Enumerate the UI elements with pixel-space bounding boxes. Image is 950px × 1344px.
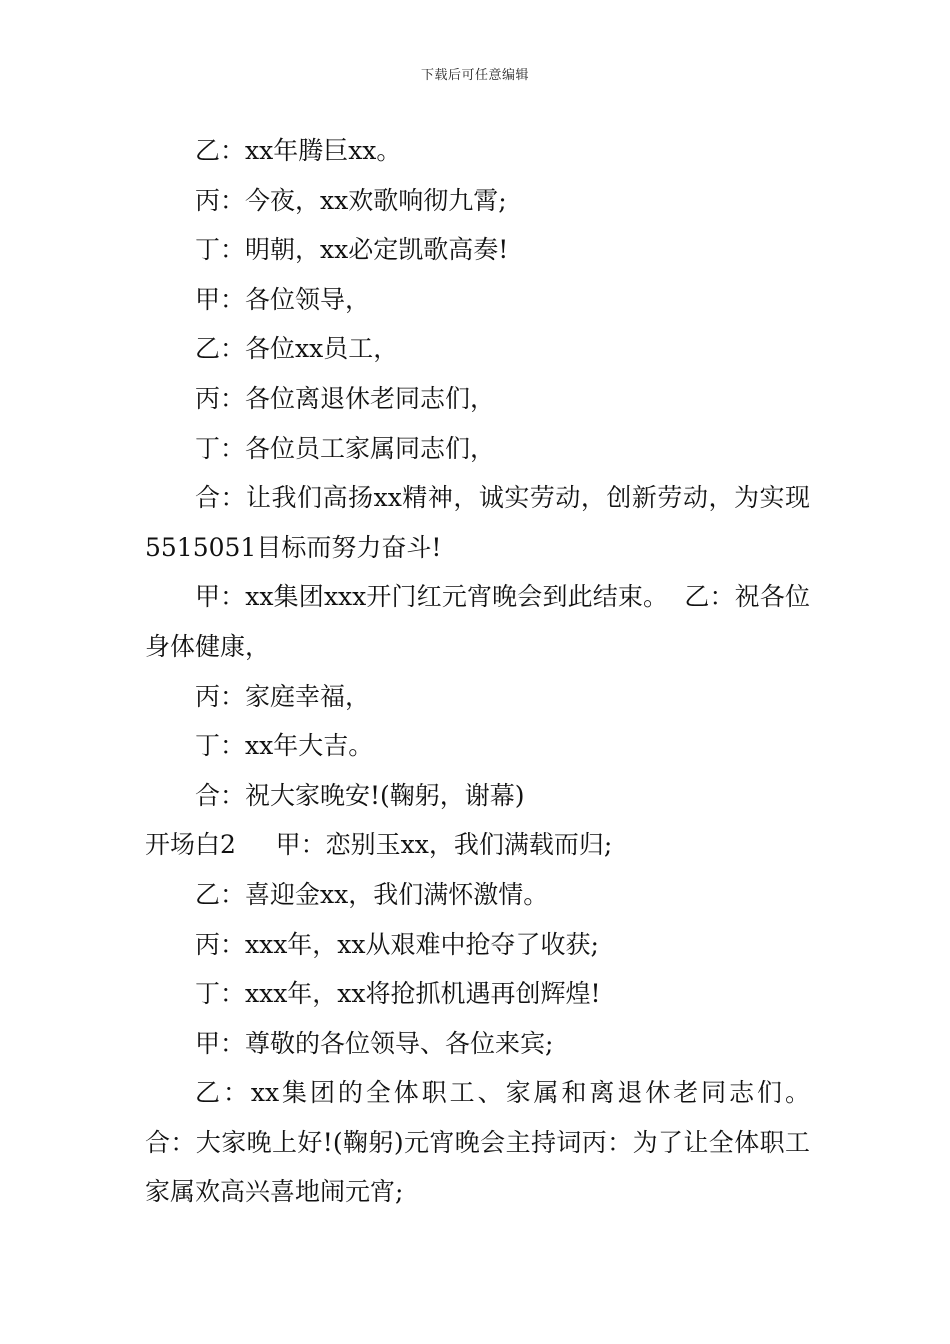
paragraph: 合：让我们高扬xx精神，诚实劳动，创新劳动，为实现5515051目标而努力奋斗! (145, 483, 810, 562)
paragraph: 丁：xx年大吉。 (195, 731, 374, 761)
paragraph: 乙：xx集团的全体职工、家属和离退休老同志们。 合：大家晚上好!(鞠躬)元宵晚会主持词丙：为了让全体职工家属欢高兴喜地闹元宵; (145, 1078, 826, 1207)
paragraph: 合：祝大家晚安!(鞠躬，谢幕) (195, 780, 525, 810)
page-header: 下载后可任意编辑 (420, 68, 529, 83)
paragraph: 甲：各位领导， (195, 284, 371, 314)
paragraph: 丙：家庭幸福， (195, 681, 371, 711)
paragraph: 丁：xxx年，xx将抢抓机遇再创辉煌! (195, 979, 601, 1009)
paragraph: 丁：明朝，xx必定凯歌高奏! (195, 235, 509, 265)
paragraph: 甲：尊敬的各位领导、各位来宾; (195, 1028, 554, 1058)
document-body (145, 126, 826, 1217)
paragraph: 丁：各位员工家属同志们， (195, 433, 496, 463)
paragraph: 乙：各位xx员工， (195, 334, 399, 364)
paragraph: 甲：xx集团xxx开门红元宵晚会到此结束。 乙：祝各位身体健康， (145, 582, 810, 661)
paragraph: 乙：xx年腾巨xx。 (195, 136, 402, 165)
paragraph: 丙：今夜，xx欢歌响彻九霄; (195, 185, 507, 215)
section-opening-paragraph: 开场白2 甲：恋别玉xx，我们满载而归; (145, 830, 613, 860)
paragraph: 丙：各位离退休老同志们， (195, 383, 496, 413)
paragraph: 乙：喜迎金xx，我们满怀激情。 (195, 879, 549, 909)
paragraph: 丙：xxx年，xx从艰难中抢夺了收获; (195, 929, 599, 959)
